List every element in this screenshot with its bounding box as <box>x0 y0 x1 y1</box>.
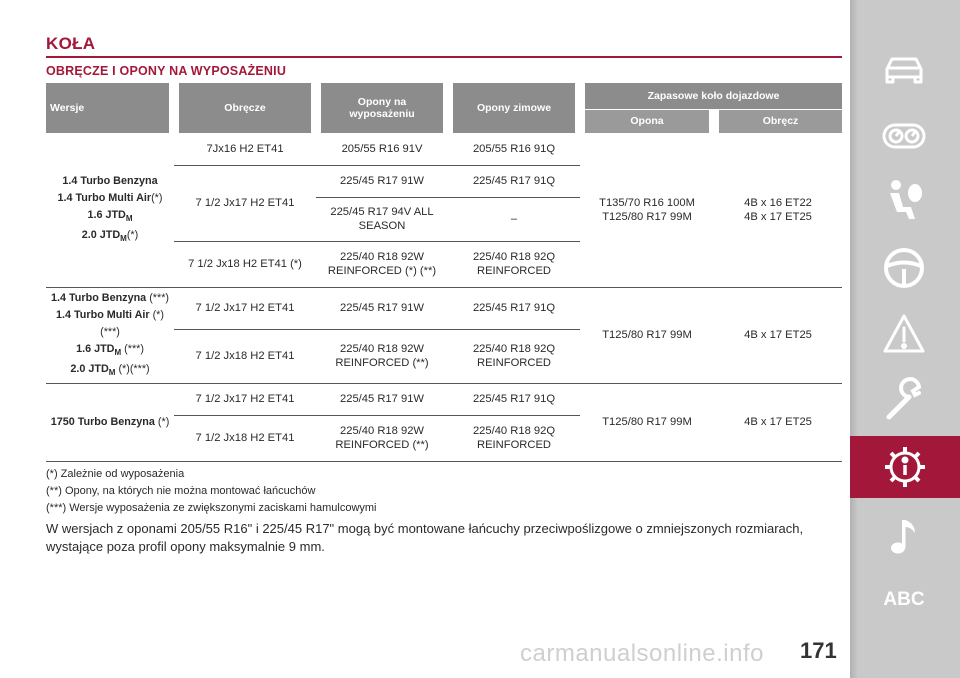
tyre-cell <box>316 329 448 383</box>
m-subscript: M <box>125 213 133 223</box>
tyre-cell <box>316 197 448 241</box>
version-name: 2.0 JTD <box>81 228 121 241</box>
spare-tyre-cell: T125/80 R17 99M <box>580 383 714 461</box>
winter-cell <box>448 241 580 287</box>
winter-cell <box>448 329 580 383</box>
winter-cell: 225/45 R17 91Q <box>448 383 580 415</box>
section-subtitle: OBRĘCZE I OPONY NA WYPOSAŻENIU <box>46 64 287 78</box>
header-rims: Obręcze <box>174 83 316 133</box>
version-name: 1.6 JTD <box>87 208 126 221</box>
winter-value: 225/40 R18 92Q <box>472 425 556 437</box>
spare-rim-value: 4B x 17 ET25 <box>744 210 812 223</box>
m-subscript: M <box>120 233 127 243</box>
winter-cell <box>448 415 580 461</box>
header-spare-tyre: Opona <box>580 109 714 133</box>
spare-tyre-cell: T125/80 R17 99M <box>580 287 714 383</box>
header-spare: Zapasowe koło dojazdowe <box>580 83 842 109</box>
sidebar-shade <box>850 0 858 678</box>
winter-value: REINFORCED <box>477 439 551 451</box>
winter-value: REINFORCED <box>477 357 551 369</box>
winter-value: REINFORCED <box>477 265 551 277</box>
tyre-value: 225/40 R18 92W <box>340 251 424 263</box>
footnote: (**) Opony, na których nie można montować łańcuchów <box>46 485 316 497</box>
wrench-icon[interactable] <box>862 376 946 424</box>
dashboard-icon[interactable] <box>862 112 946 160</box>
airbag-seat-icon[interactable] <box>862 176 946 224</box>
version-note: (***) <box>100 325 120 338</box>
warning-triangle-icon[interactable] <box>862 310 946 358</box>
spare-tyre-value: T125/80 R17 99M <box>602 210 692 223</box>
tyre-cell <box>316 241 448 287</box>
steering-wheel-icon[interactable] <box>862 244 946 292</box>
version-name: 1.4 Turbo Benzyna <box>51 291 147 304</box>
tyre-value: REINFORCED (*) (**) <box>327 265 437 277</box>
spare-tyre-value: T135/70 R16 100M <box>599 196 695 209</box>
tyre-cell: 225/45 R17 91W <box>316 287 448 329</box>
rim-cell: 7 1/2 Jx18 H2 ET41 <box>174 329 316 383</box>
version-name: 1.4 Turbo Multi Air <box>57 191 152 204</box>
header-spare-rim: Obręcz <box>714 109 842 133</box>
winter-cell: 205/55 R16 91Q <box>448 133 580 165</box>
spare-rim-cell <box>714 133 842 287</box>
rim-cell: 7Jx16 H2 ET41 <box>174 133 316 165</box>
rim-cell: 7 1/2 Jx18 H2 ET41 <box>174 415 316 461</box>
tyre-value: 225/40 R18 92W <box>340 425 424 437</box>
chains-note <box>46 520 842 556</box>
abc-label: ABC <box>883 589 925 610</box>
spare-rim-value: 4B x 16 ET22 <box>744 196 812 209</box>
rim-cell: 7 1/2 Jx17 H2 ET41 <box>174 165 316 241</box>
tyre-value: 225/45 R17 94V ALL <box>330 206 434 218</box>
gear-info-icon[interactable] <box>850 436 960 498</box>
wheels-table <box>46 83 842 462</box>
version-name: 1.6 JTD <box>76 342 115 355</box>
spare-tyre-cell <box>580 133 714 287</box>
winter-value: 225/40 R18 92Q <box>472 251 556 263</box>
page-number: 171 <box>800 638 837 663</box>
chains-note-line: W wersjach z oponami 205/55 R16" i 225/45 R17" mogą być montowane łańcuchy przeciwpoślizgowe o zmniejszonych rozmiarach, <box>46 521 804 536</box>
tyre-value: REINFORCED (**) <box>335 357 429 369</box>
title-rule <box>46 56 842 58</box>
footnotes <box>46 466 842 517</box>
header-tyres-line2: wyposażeniu <box>349 108 415 120</box>
m-subscript: M <box>108 367 116 377</box>
header-winter: Opony zimowe <box>448 83 580 133</box>
tyre-value: SEASON <box>358 220 406 232</box>
winter-value: 225/40 R18 92Q <box>472 343 556 355</box>
footnote: (*) Zależnie od wyposażenia <box>46 468 185 480</box>
version-note: (*) <box>126 228 139 241</box>
winter-cell: – <box>448 197 580 241</box>
rim-cell: 7 1/2 Jx17 H2 ET41 <box>174 383 316 415</box>
rim-cell: 7 1/2 Jx18 H2 ET41 (*) <box>174 241 316 287</box>
version-note: (*) <box>157 415 170 428</box>
section-title: KOŁA <box>46 34 96 53</box>
version-note: (*) <box>151 191 163 204</box>
abc-icon[interactable] <box>862 576 946 624</box>
winter-cell: 225/45 R17 91Q <box>448 287 580 329</box>
header-versions: Wersje <box>46 83 174 133</box>
car-icon[interactable] <box>862 46 946 94</box>
tyre-cell <box>316 415 448 461</box>
watermark: carmanualsonline.info <box>520 640 764 667</box>
spare-rim-cell: 4B x 17 ET25 <box>714 383 842 461</box>
version-name: 1750 Turbo Benzyna <box>50 415 155 428</box>
spare-rim-cell: 4B x 17 ET25 <box>714 287 842 383</box>
winter-cell: 225/45 R17 91Q <box>448 165 580 197</box>
version-name: 2.0 JTD <box>70 362 109 375</box>
version-note: (*)(***) <box>118 362 150 375</box>
tyre-value: 225/40 R18 92W <box>340 343 424 355</box>
rim-cell: 7 1/2 Jx17 H2 ET41 <box>174 287 316 329</box>
header-tyres-line1: Opony na <box>357 96 407 108</box>
footnote: (***) Wersje wyposażenia ze zwiększonymi zaciskami hamulcowymi <box>46 502 377 514</box>
group2-versions <box>46 287 174 383</box>
music-note-icon[interactable] <box>862 512 946 560</box>
chains-note-line: wystające poza profil opony maksymalnie 9 mm. <box>46 539 325 554</box>
version-note: (***) <box>149 291 169 304</box>
group3-versions <box>46 383 174 461</box>
version-name: 1.4 Turbo Multi Air <box>56 308 150 321</box>
version-name: 1.4 Turbo Benzyna <box>62 174 158 187</box>
tyre-value: REINFORCED (**) <box>335 439 429 451</box>
m-subscript: M <box>114 347 122 357</box>
tyre-cell: 205/55 R16 91V <box>316 133 448 165</box>
version-note: (***) <box>124 342 144 355</box>
tyre-cell: 225/45 R17 91W <box>316 383 448 415</box>
header-tyres <box>316 83 448 133</box>
version-note: (*) <box>152 308 164 321</box>
group1-versions <box>46 133 174 287</box>
tyre-cell: 225/45 R17 91W <box>316 165 448 197</box>
